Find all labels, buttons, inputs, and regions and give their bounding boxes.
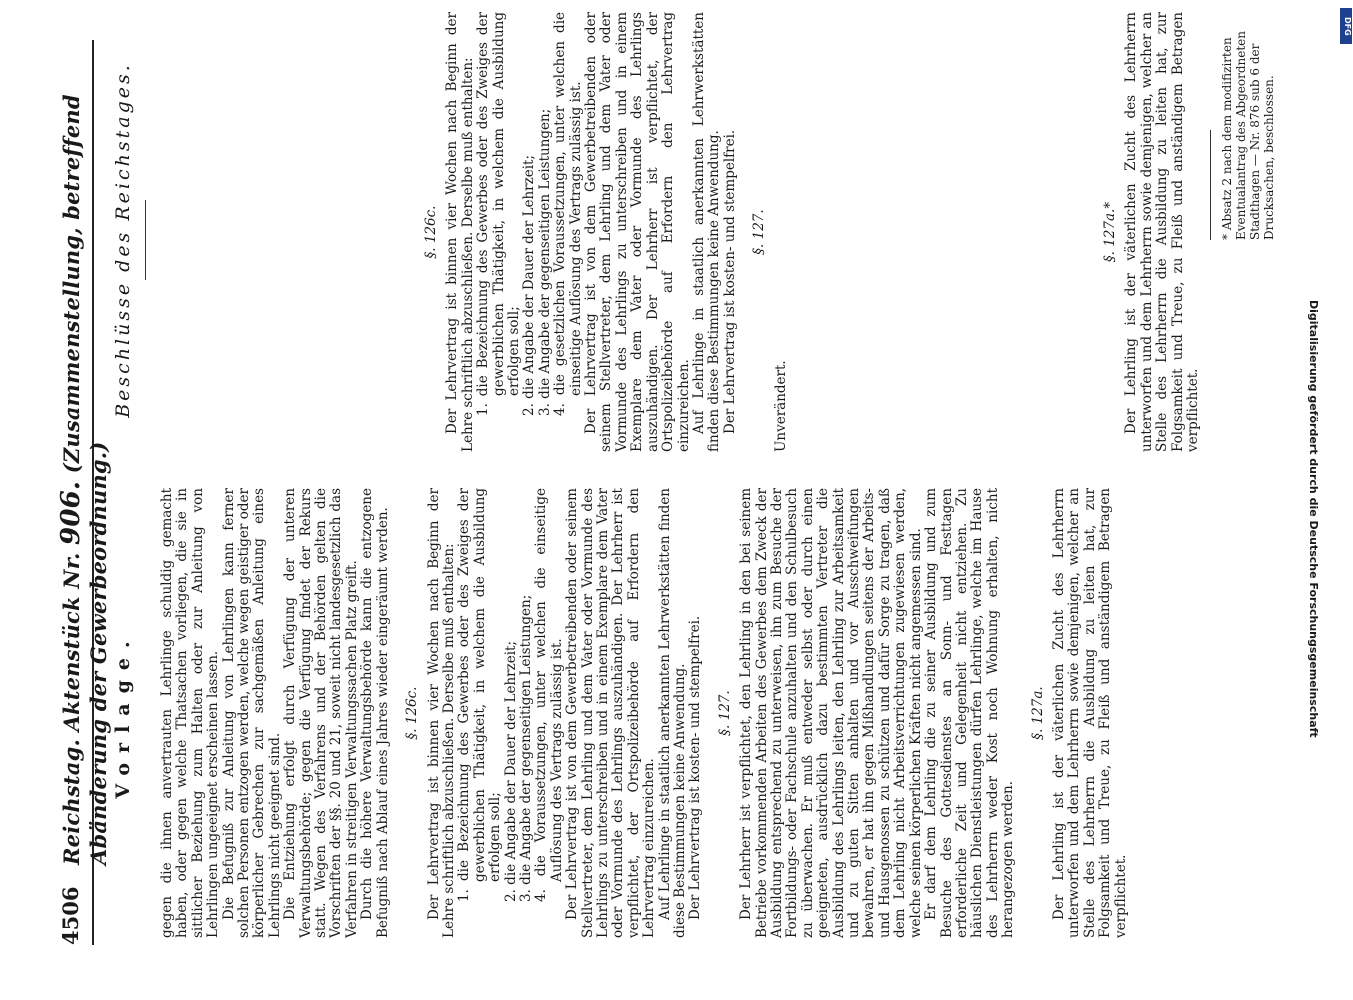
page-number: 4506 [58,886,83,945]
left-column [160,488,1129,938]
list-item: 1. die Bezeichnung des Gewerbes oder des Zweiges der gewerblichen Thätigkeit, in welchem die Ausbildung erfolgen soll; [456,488,504,902]
right-section-126c-paragraph: Auf Lehrlinge in staatlich anerkannten Lehrwerkstätten finden diese Bestimmungen keine Anwendung. [690,12,723,452]
left-intro-paragraph: gegen die ihnen anvertrauten Lehrlinge schuldig gemacht haben, oder gegen welche Thatsachen vorliegen, die sie in sittlicher Beziehung zum Halten oder zur Anleitung von Lehrlingen ungeeignet erscheinen lassen. [159,488,222,938]
title-prefix: Reichstag. Aktenstück Nr. [59,552,84,865]
right-column-spacer [789,12,1089,452]
title-number: 906. [56,480,86,545]
right-section-126c-paragraph: Der Lehrvertrag ist kosten- und stempelfrei. [721,129,738,434]
left-intro-paragraph: Die Entziehung erfolgt durch Verfügung der unteren Verwaltungsbehörde; gegen die Verfügung findet der Rekurs statt. Wegen des Verfahrens und der Behörden gelten die Vorschriften der §§. 20 und 21, soweit nicht landesgesetzlich das Verfahren in streitigen Verwaltungssachen Platz greift. [282,488,360,938]
list-item: 2. die Angabe der Dauer der Lehrzeit; [502,640,519,902]
left-section-126c-paragraph: Der Lehrvertrag ist von dem Gewerbetreibenden oder seinem Stellvertreter, dem Lehrling und dem Vater oder Vormunde des Lehrlings zu unterschreiben und in einem Exemplare dem Vater oder Vormunde des Lehrlings auszuhändigen. Der Lehrherr ist verpflichtet, der Ortspolizeibehörde auf Erfordern den Lehrvertrag einzureichen. [564,488,658,938]
right-column [160,12,1201,452]
right-section-126c-list [476,12,584,452]
right-column-heading: Beschlüsse des Reichstages. [112,62,134,418]
left-section-126c-list [457,488,565,938]
page-header [52,40,111,945]
left-intro-paragraph: Die Befugniß zur Anleitung von Lehrlingen kann ferner solchen Personen entzogen werden, welche wegen geistiger oder körperlicher Gebrechen zur sachgemäßen Anleitung eines Lehrlings nicht geeignet sind. [220,488,283,938]
right-section-127a-paragraph: Der Lehrling ist der väterlichen Zucht des Lehrherrn unterworfen und dem Lehrherrn sowie demjenigen, welcher an Stelle des Lehrherrn die Ausbildung zu leiten hat, zur Folgsamkeit und Treue, zu Fleiß und anständigem Betragen verpflichtet. [1123,12,1201,452]
right-section-126c-paragraph: Der Lehrvertrag ist von dem Gewerbetreibenden oder seinem Stellvertreter, dem Lehrling und dem Vater oder Vormunde des Lehrlings zu unterschreiben und in einem Exemplare dem Vater oder Vormunde des Lehrlings auszuhändigen. Der Lehrherr ist verpflichtet, der Ortspolizeibehörde auf Erfordern den Lehrvertrag einzureichen. [583,12,692,452]
digitization-credit: Digitalisierung gefördert durch die Deutsche Forschungsgemeinschaft [1307,300,1320,738]
footnote: * Absatz 2 nach dem modifizirten Eventualantrag des Abgeordneten Stadthagen — Nr. 876 sub 6 der Drucksachen, beschlossen. [1220,30,1276,240]
left-section-127-title: §. 127. [716,690,733,736]
list-item: 3. die Angabe der gegenseitigen Leistungen; [536,108,553,416]
dfg-logo: DFG [1340,8,1352,44]
left-section-126c-intro: Der Lehrvertrag ist binnen vier Wochen nach Beginn der Lehre schriftlich abzuschließen. Derselbe muß enthalten: [425,488,457,938]
left-section-126c-paragraph: Der Lehrvertrag ist kosten- und stempelfrei. [687,615,704,920]
left-section-126c-paragraph: Auf Lehrlinge in staatlich anerkannten Lehrwerkstätten finden diese Bestimmungen keine Anwendung. [656,488,688,938]
heading-rule [145,200,146,280]
left-column-heading: Vorlage. [112,631,134,799]
list-item: 2. die Angabe der Dauer der Lehrzeit; [521,154,538,416]
list-item: 1. die Bezeichnung des Gewerbes oder des Zweiges der gewerblichen Thätigkeit, in welchem die Ausbildung erfolgen soll; [475,12,523,416]
left-section-127-paragraph: Der Lehrherr ist verpflichtet, den Lehrling in den bei seinem Betriebe vorkommenden Arbeiten des Gewerbes dem Zweck der Ausbildung entsprechend zu unterweisen, ihn zum Besuche der Fortbildungs- oder Fachschule anzuhalten und den Schulbesuch zu überwachen. Er muß entweder selbst oder durch einen geeigneten, ausdrücklich dazu bestimmten Vertreter die Ausbildung des Lehrlings leiten, den Lehrling zur Arbeitsamkeit und zu guten Sitten anhalten und vor Ausschweifungen bewahren, er hat ihn gegen Mißhandlungen seitens der Arbeits- und Hausgenossen zu schützen und dafür Sorge zu tragen, daß dem Lehrling nicht Arbeitsverrichtungen zugewiesen werden, welche seinen körperlichen Kräften nicht angemessen sind. [738,488,924,938]
right-section-126c-intro: Der Lehrvertrag ist binnen vier Wochen nach Beginn der Lehre schriftlich abzuschließen. Derselbe muß enthalten: [444,12,476,452]
right-column-spacer [160,12,410,452]
page-title [56,40,111,865]
footnote-rule [1210,130,1211,240]
right-section-127a-title: §. 127a.* [1101,201,1118,263]
left-section-127-paragraph: Er darf dem Lehrling die zu seiner Ausbildung und zum Besuche des Gottesdienstes an Sonn- und Festtagen erforderliche Zeit und Gelegenheit nicht entziehen. Zu häuslichen Dienstleistungen dürfen Lehrlinge, welche im Hause des Lehrherrn weder Kost noch Wohnung erhalten, nicht herangezogen werden. [923,488,1017,938]
title-suffix: (Zusammenstellung, betreffend Abänderung der Gewerbeordnung.) [59,94,111,865]
left-section-127a-paragraph: Der Lehrling ist der väterlichen Zucht des Lehrherrn unterworfen und dem Lehrherrn sowie demjenigen, welcher an Stelle des Lehrherrn die Ausbildung zu leiten hat, zur Folgsamkeit und Treue, zu Fleiß und anständigem Betragen verpflichtet. [1050,488,1129,938]
list-item: 4. die Voraussetzungen, unter welchen die einseitige Auflösung des Vertrags zulässig ist. [533,488,565,902]
left-intro-paragraph: Durch die höhere Verwaltungsbehörde kann die entzogene Befugniß nach Ablauf eines Jahres wieder eingeräumt werden. [359,488,391,938]
left-section-127a-title: §. 127a. [1029,686,1046,740]
right-section-127-title: §. 127. [751,209,768,255]
list-item: 4. die gesetzlichen Voraussetzungen, unter welchen die einseitige Auflösung des Vertrags zulässig ist. [552,12,584,416]
left-section-126c-title: §. 126c. [404,686,421,740]
right-section-127-text: Unverändert. [772,360,789,452]
list-item: 3. die Angabe der gegenseitigen Leistungen; [517,594,534,902]
right-section-126c-title: §. 126c. [423,205,439,259]
